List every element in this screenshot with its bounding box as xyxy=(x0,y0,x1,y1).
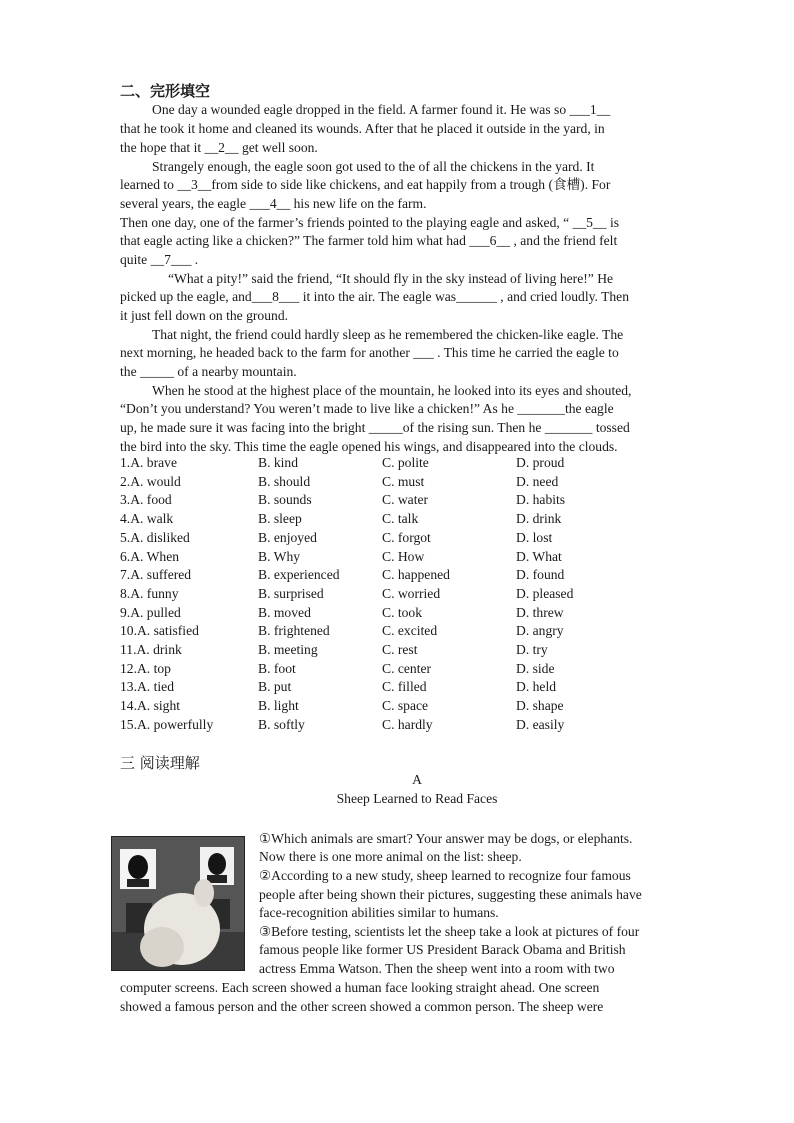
passage-line: When he stood at the highest place of the mountain, he looked into its eyes and shouted, xyxy=(152,383,632,398)
option-choice: 13.A. tied xyxy=(120,679,174,695)
option-choice: D. shape xyxy=(516,698,564,714)
option-choice: 10.A. satisfied xyxy=(120,623,199,639)
section-heading-reading: 三 阅读理解 xyxy=(120,754,200,772)
option-row xyxy=(120,549,720,568)
sheep-photo xyxy=(111,836,245,971)
option-choice: B. experienced xyxy=(258,567,340,583)
option-choice: C. How xyxy=(382,548,425,564)
option-choice: D. need xyxy=(516,473,559,489)
option-choice: C. space xyxy=(382,698,429,714)
passage-line: That night, the friend could hardly sleep as he remembered the chicken-like eagle. The xyxy=(152,327,624,342)
option-choice: 6.A. When xyxy=(120,548,180,564)
option-choice: C. rest xyxy=(382,642,418,657)
option-choice: C. water xyxy=(382,492,429,508)
passage-line: up, he made sure it was facing into the bright _____of the rising sun. Then he _______ tossed xyxy=(120,420,630,435)
passage-line: learned to __3__from side to side like chickens, and eat happily from a trough (食槽). For xyxy=(120,177,611,192)
passage-line: face-recognition abilities similar to humans. xyxy=(259,905,499,920)
passage-line: Now there is one more animal on the list: sheep. xyxy=(259,849,522,864)
passage-line: that he took it home and cleaned its wounds. After that he placed it outside in the yard, in xyxy=(120,121,605,136)
option-row xyxy=(120,530,720,549)
option-row xyxy=(120,717,720,736)
option-row xyxy=(120,492,720,511)
passage-line: Strangely enough, the eagle soon got used to the of all the chickens in the yard. It xyxy=(152,159,595,174)
option-choice: B. sleep xyxy=(258,511,302,527)
option-choice: 12.A. top xyxy=(120,660,171,676)
option-choice: 3.A. food xyxy=(120,492,172,508)
option-row xyxy=(120,455,720,474)
passage-line: computer screens. Each screen showed a human face looking straight ahead. One screen xyxy=(120,980,600,995)
option-choice: 9.A. pulled xyxy=(120,604,181,620)
passage-line: next morning, he headed back to the farm for another ___ . This time he carried the eagle to xyxy=(120,345,619,360)
option-choice: 4.A. walk xyxy=(120,511,174,527)
option-choice: C. took xyxy=(382,604,423,620)
option-choice: D. lost xyxy=(516,529,553,545)
option-choice: D. proud xyxy=(516,455,565,470)
section-heading-cloze: 二、完形填空 xyxy=(120,82,211,100)
option-choice: B. sounds xyxy=(258,492,312,508)
passage-line: the bird into the sky. This time the eagle opened his wings, and disappeared into the clouds. xyxy=(120,439,618,454)
passage-line: quite __7___ . xyxy=(120,252,199,267)
option-row xyxy=(120,661,720,680)
passage-line: ②According to a new study, sheep learned to recognize four famous xyxy=(259,868,631,883)
passage-line: it just fell down on the ground. xyxy=(120,308,289,323)
option-choice: B. softly xyxy=(258,716,305,732)
option-choice: B. light xyxy=(258,698,299,714)
passage-title: Sheep Learned to Read Faces xyxy=(336,791,498,806)
passage-line: “Don’t you understand? You weren’t made to live like a chicken!” As he _______the eagle xyxy=(120,401,614,416)
option-choice: B. foot xyxy=(258,660,296,676)
option-choice: B. enjoyed xyxy=(258,529,317,545)
option-choice: 8.A. funny xyxy=(120,585,179,601)
passage-line: “What a pity!” said the friend, “It should fly in the sky instead of living here!” He xyxy=(168,271,614,286)
option-choice: C. forgot xyxy=(382,529,431,545)
option-choice: D. pleased xyxy=(516,585,574,601)
option-choice: D. threw xyxy=(516,604,564,620)
option-choice: D. drink xyxy=(516,511,562,527)
passage-line: several years, the eagle ___4__ his new life on the farm. xyxy=(120,196,427,211)
option-choice: C. happened xyxy=(382,567,450,583)
passage-line: showed a famous person and the other screen showed a common person. The sheep were xyxy=(120,999,604,1014)
option-choice: C. filled xyxy=(382,679,427,695)
option-choice: D. found xyxy=(516,567,565,583)
option-row xyxy=(120,586,720,605)
option-row xyxy=(120,605,720,624)
passage-line: that eagle acting like a chicken?” The farmer told him what had ___6__ , and the friend felt xyxy=(120,233,618,248)
option-choice: C. excited xyxy=(382,623,438,639)
passage-line: the hope that it __2__ get well soon. xyxy=(120,140,318,155)
option-choice: B. put xyxy=(258,679,292,695)
sheep-photo-graphic xyxy=(112,837,244,970)
option-choice: D. habits xyxy=(516,492,566,508)
passage-letter: A xyxy=(412,772,422,787)
option-choice: 1.A. brave xyxy=(120,455,177,470)
option-row xyxy=(120,698,720,717)
option-choice: D. What xyxy=(516,548,562,564)
option-choice: C. worried xyxy=(382,585,441,601)
passage-line: ③Before testing, scientists let the sheep take a look at pictures of four xyxy=(259,924,640,939)
option-row xyxy=(120,511,720,530)
option-choice: B. Why xyxy=(258,548,301,564)
option-choice: D. try xyxy=(516,642,548,657)
option-choice: B. should xyxy=(258,473,311,489)
option-choice: D. easily xyxy=(516,716,565,732)
option-choice: 11.A. drink xyxy=(120,642,182,657)
option-choice: D. held xyxy=(516,679,557,695)
option-choice: C. hardly xyxy=(382,716,433,732)
option-choice: 2.A. would xyxy=(120,473,181,489)
option-choice: B. moved xyxy=(258,604,311,620)
option-row xyxy=(120,567,720,586)
option-choice: B. frightened xyxy=(258,623,330,639)
option-choice: C. center xyxy=(382,660,432,676)
option-choice: B. kind xyxy=(258,455,299,470)
passage-line: actress Emma Watson. Then the sheep went into a room with two xyxy=(259,961,615,976)
option-row xyxy=(120,623,720,642)
option-choice: B. surprised xyxy=(258,585,324,601)
passage-line: One day a wounded eagle dropped in the field. A farmer found it. He was so ___1__ xyxy=(152,102,611,117)
passage-line: Then one day, one of the farmer’s friends pointed to the playing eagle and asked, “ __5__ is xyxy=(120,215,620,230)
option-choice: C. talk xyxy=(382,511,419,527)
option-choice: C. polite xyxy=(382,455,429,470)
option-choice: 14.A. sight xyxy=(120,698,181,714)
option-choice: B. meeting xyxy=(258,642,318,657)
passage-line: people after being shown their pictures, suggesting these animals have xyxy=(259,887,642,902)
option-choice: C. must xyxy=(382,473,425,489)
option-choice: 7.A. suffered xyxy=(120,567,192,583)
passage-line: the _____ of a nearby mountain. xyxy=(120,364,297,379)
option-choice: 5.A. disliked xyxy=(120,529,190,545)
option-choice: 15.A. powerfully xyxy=(120,716,214,732)
option-row xyxy=(120,679,720,698)
option-row xyxy=(120,474,720,493)
passage-line: famous people like former US President Barack Obama and British xyxy=(259,942,626,957)
passage-line: picked up the eagle, and___8___ it into the air. The eagle was______ , and cried loudly. Then xyxy=(120,289,630,304)
passage-line: ①Which animals are smart? Your answer may be dogs, or elephants. xyxy=(259,831,633,846)
option-choice: D. side xyxy=(516,660,555,676)
option-row xyxy=(120,642,720,661)
option-choice: D. angry xyxy=(516,623,564,639)
